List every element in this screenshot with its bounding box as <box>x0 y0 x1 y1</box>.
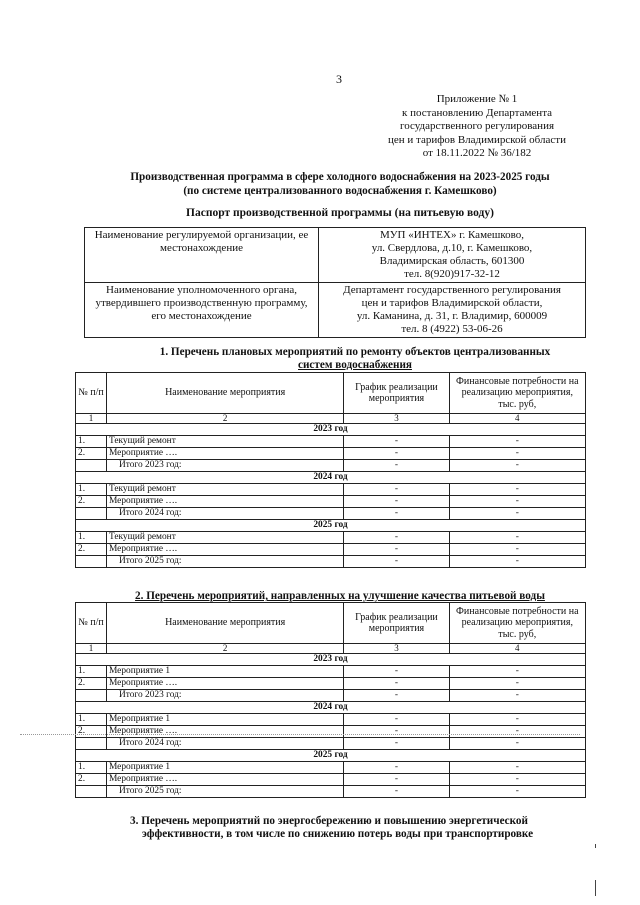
passport-value <box>319 283 586 338</box>
value-line: Владимирская область, 601300 <box>379 255 525 267</box>
total-row <box>76 556 586 568</box>
row-finance: - <box>449 484 585 496</box>
column-number: 2 <box>106 644 343 654</box>
total-num <box>76 738 107 750</box>
row-num: 1. <box>76 436 107 448</box>
total-row <box>76 460 586 472</box>
passport-row <box>85 228 586 283</box>
year-label: 2025 год <box>76 750 586 762</box>
row-num: 1. <box>76 484 107 496</box>
row-schedule: - <box>344 762 449 774</box>
row-finance: - <box>449 714 585 726</box>
column-number: 4 <box>449 644 585 654</box>
row-name: Мероприятие …. <box>106 448 343 460</box>
year-label: 2024 год <box>76 702 586 714</box>
row-name: Мероприятие 1 <box>106 666 343 678</box>
row-schedule: - <box>344 666 449 678</box>
row-num: 2. <box>76 544 107 556</box>
total-num <box>76 556 107 568</box>
column-number: 2 <box>106 414 343 424</box>
row-finance: - <box>449 726 585 738</box>
total-label: Итого 2023 год: <box>106 460 343 472</box>
section-1-title-line-1: 1. Перечень плановых мероприятий по ремонту объектов централизованных <box>159 346 551 358</box>
row-num: 2. <box>76 496 107 508</box>
total-label: Итого 2024 год: <box>106 508 343 520</box>
row-finance: - <box>449 774 585 786</box>
total-finance: - <box>449 556 585 568</box>
row-num: 1. <box>76 714 107 726</box>
row-name: Текущий ремонт <box>106 436 343 448</box>
header-name: Наименование мероприятия <box>106 373 343 414</box>
year-row <box>76 702 586 714</box>
table-row <box>76 484 586 496</box>
table-row <box>76 544 586 556</box>
appendix-line: цен и тарифов Владимирской области <box>388 133 566 146</box>
value-line: тел. 8(920)917-32-12 <box>404 268 500 280</box>
row-schedule: - <box>344 714 449 726</box>
appendix-line: к постановлению Департамента <box>401 106 553 119</box>
row-num: 1. <box>76 666 107 678</box>
total-finance: - <box>449 738 585 750</box>
row-finance: - <box>449 544 585 556</box>
total-schedule: - <box>344 556 449 568</box>
passport-value <box>319 228 586 283</box>
appendix-line: от 18.11.2022 № 36/182 <box>422 147 532 159</box>
table-header-row <box>76 603 586 644</box>
title-line-2: (по системе централизованного водоснабжения г. Камешково) <box>183 184 497 197</box>
table-row <box>76 448 586 460</box>
total-finance: - <box>449 786 585 798</box>
value-line: МУП «ИНТЕХ» г. Камешково, <box>379 229 525 241</box>
header-finance: Финансовые потребности на реализацию мероприятия, тыс. руб, <box>449 373 585 414</box>
year-label: 2024 год <box>76 472 586 484</box>
total-schedule: - <box>344 690 449 702</box>
row-num: 2. <box>76 678 107 690</box>
table-row <box>76 496 586 508</box>
section-3-title <box>130 815 590 840</box>
header-num: № п/п <box>76 373 107 414</box>
section-1-title <box>120 346 590 371</box>
total-row <box>76 786 586 798</box>
header-schedule: График реализации мероприятия <box>344 603 449 644</box>
column-number: 1 <box>76 414 107 424</box>
total-label: Итого 2024 год: <box>106 738 343 750</box>
margin-mark <box>595 844 596 848</box>
header-schedule: График реализации мероприятия <box>344 373 449 414</box>
row-schedule: - <box>344 484 449 496</box>
row-schedule: - <box>344 532 449 544</box>
passport-label: Наименование регулируемой организации, ее местонахождение <box>85 228 319 283</box>
total-schedule: - <box>344 786 449 798</box>
water-quality-table <box>75 602 586 798</box>
passport-row <box>85 283 586 338</box>
appendix-line: Приложение № 1 <box>436 93 518 105</box>
year-row <box>76 472 586 484</box>
year-label: 2023 год <box>76 424 586 436</box>
section-3-title-line-1: 3. Перечень мероприятий по энергосбережению и повышению энергетической <box>130 815 528 827</box>
margin-mark <box>595 880 596 896</box>
value-line: ул. Свердлова, д.10, г. Камешково, <box>371 242 533 254</box>
year-label: 2025 год <box>76 520 586 532</box>
year-row <box>76 424 586 436</box>
row-name: Мероприятие …. <box>106 774 343 786</box>
passport-table <box>84 227 586 338</box>
row-num: 1. <box>76 762 107 774</box>
row-name: Мероприятие …. <box>106 726 343 738</box>
row-name: Текущий ремонт <box>106 532 343 544</box>
column-number: 3 <box>344 414 449 424</box>
header-num: № п/п <box>76 603 107 644</box>
row-schedule: - <box>344 436 449 448</box>
title-line-1: Производственная программа в сфере холодного водоснабжения на 2023-2025 годы <box>130 171 550 183</box>
repair-plan-table <box>75 372 586 568</box>
row-num: 2. <box>76 726 107 738</box>
total-finance: - <box>449 508 585 520</box>
year-label: 2023 год <box>76 654 586 666</box>
total-num <box>76 508 107 520</box>
row-name: Мероприятие 1 <box>106 714 343 726</box>
section-1-title-line-2: систем водоснабжения <box>298 358 412 371</box>
document-title <box>100 171 580 198</box>
row-schedule: - <box>344 726 449 738</box>
row-finance: - <box>449 496 585 508</box>
total-label: Итого 2023 год: <box>106 690 343 702</box>
column-number: 4 <box>449 414 585 424</box>
value-line: тел. 8 (4922) 53-06-26 <box>401 323 503 335</box>
row-schedule: - <box>344 448 449 460</box>
header-finance: Финансовые потребности на реализацию мероприятия, тыс. руб, <box>449 603 585 644</box>
page-number: 3 <box>336 72 342 86</box>
row-schedule: - <box>344 678 449 690</box>
total-schedule: - <box>344 508 449 520</box>
year-row <box>76 520 586 532</box>
column-number: 1 <box>76 644 107 654</box>
total-label: Итого 2025 год: <box>106 786 343 798</box>
total-row <box>76 508 586 520</box>
appendix-line: государственного регулирования <box>399 120 555 132</box>
row-name: Текущий ремонт <box>106 484 343 496</box>
section-2-title <box>90 590 590 603</box>
total-schedule: - <box>344 460 449 472</box>
passport-title: Паспорт производственной программы (на питьевую воду) <box>186 207 494 219</box>
total-schedule: - <box>344 738 449 750</box>
row-num: 2. <box>76 448 107 460</box>
row-finance: - <box>449 448 585 460</box>
section-1-title-line-2-wrap <box>120 359 590 372</box>
table-row <box>76 726 586 738</box>
row-schedule: - <box>344 544 449 556</box>
row-finance: - <box>449 678 585 690</box>
total-finance: - <box>449 460 585 472</box>
total-num <box>76 460 107 472</box>
value-line: Департамент государственного регулирования <box>343 284 561 296</box>
total-finance: - <box>449 690 585 702</box>
row-schedule: - <box>344 496 449 508</box>
total-num <box>76 786 107 798</box>
appendix-header <box>372 93 582 161</box>
section-2-title-text: 2. Перечень мероприятий, направленных на улучшение качества питьевой воды <box>135 590 545 602</box>
table-row <box>76 762 586 774</box>
total-row <box>76 690 586 702</box>
passport-label: Наименование уполномоченного органа, утвердившего производственную программу, его местонахождение <box>85 283 319 338</box>
column-number-row <box>76 644 586 654</box>
scan-artifact-line <box>20 734 580 735</box>
total-row <box>76 738 586 750</box>
row-name: Мероприятие …. <box>106 678 343 690</box>
row-finance: - <box>449 532 585 544</box>
header-name: Наименование мероприятия <box>106 603 343 644</box>
column-number: 3 <box>344 644 449 654</box>
table-header-row <box>76 373 586 414</box>
row-name: Мероприятие …. <box>106 496 343 508</box>
table-row <box>76 714 586 726</box>
table-row <box>76 678 586 690</box>
row-finance: - <box>449 762 585 774</box>
column-number-row <box>76 414 586 424</box>
row-num: 1. <box>76 532 107 544</box>
table-row <box>76 774 586 786</box>
row-finance: - <box>449 436 585 448</box>
section-3-title-line-2: эффективности, в том числе по снижению потерь воды при транспортировке <box>142 827 534 840</box>
total-label: Итого 2025 год: <box>106 556 343 568</box>
total-num <box>76 690 107 702</box>
table-row <box>76 532 586 544</box>
year-row <box>76 654 586 666</box>
row-name: Мероприятие …. <box>106 544 343 556</box>
year-row <box>76 750 586 762</box>
row-name: Мероприятие 1 <box>106 762 343 774</box>
row-finance: - <box>449 666 585 678</box>
value-line: ул. Каманина, д. 31, г. Владимир, 600009 <box>356 310 548 322</box>
table-row <box>76 666 586 678</box>
table-row <box>76 436 586 448</box>
row-num: 2. <box>76 774 107 786</box>
row-schedule: - <box>344 774 449 786</box>
value-line: цен и тарифов Владимирской области, <box>361 297 543 309</box>
